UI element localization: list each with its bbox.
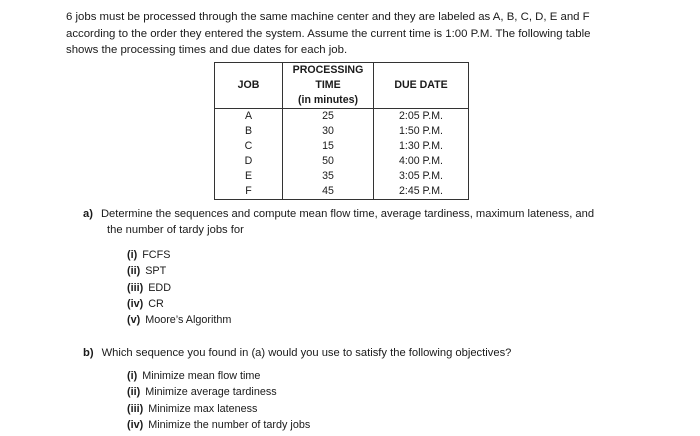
cell-due: 1:50 P.M. xyxy=(374,124,469,139)
list-item-number: (i) xyxy=(127,370,138,382)
list-item-text: EDD xyxy=(148,281,171,294)
cell-job: B xyxy=(215,124,283,139)
list-item-text: Minimize max lateness xyxy=(148,402,258,415)
cell-due: 1:30 P.M. xyxy=(374,139,469,154)
cell-time: 50 xyxy=(283,154,374,169)
list-item-text: SPT xyxy=(145,265,167,278)
question-b xyxy=(83,345,511,361)
question-a-line1 xyxy=(83,206,643,222)
list-item xyxy=(127,312,231,328)
cell-time: 35 xyxy=(283,169,374,184)
cell-time: 25 xyxy=(283,109,374,125)
table-row xyxy=(215,109,469,125)
cell-due: 3:05 P.M. xyxy=(374,169,469,184)
header-processing-line2: (in minutes) xyxy=(297,94,359,106)
cell-due: 2:05 P.M. xyxy=(374,109,469,125)
table-row xyxy=(215,139,469,154)
header-processing-line1: PROCESSING TIME xyxy=(292,64,364,91)
question-b-list xyxy=(127,368,310,433)
list-item xyxy=(127,384,310,400)
list-item xyxy=(127,401,310,417)
header-due-date: DUE DATE xyxy=(374,63,469,109)
list-item xyxy=(127,296,231,312)
table-row xyxy=(215,154,469,169)
table-header-row xyxy=(215,63,469,109)
cell-time: 15 xyxy=(283,139,374,154)
question-a-text: Determine the sequences and compute mean flow time, average tardiness, maximum lateness, and xyxy=(100,208,595,220)
cell-due: 4:00 P.M. xyxy=(374,154,469,169)
list-item-number: (iv) xyxy=(127,297,144,310)
header-job: JOB xyxy=(215,63,283,109)
question-a-list xyxy=(127,247,231,328)
cell-job: A xyxy=(215,109,283,125)
list-item-text: CR xyxy=(148,297,164,310)
question-a xyxy=(83,206,643,238)
question-a-line2: the number of tardy jobs for xyxy=(107,224,244,236)
cell-job: F xyxy=(215,184,283,200)
list-item xyxy=(127,280,231,296)
intro-line: according to the order they entered the system. Assume the current time is 1:00 P.M. The following table xyxy=(66,27,591,40)
table-row xyxy=(215,124,469,139)
cell-job: C xyxy=(215,139,283,154)
question-a-label: a) xyxy=(83,208,93,220)
list-item-text: FCFS xyxy=(142,249,171,261)
list-item xyxy=(127,247,231,263)
question-b-label: b) xyxy=(83,347,94,359)
list-item-number: (iii) xyxy=(127,402,144,415)
list-item-text: Minimize the number of tardy jobs xyxy=(148,418,311,431)
cell-time: 30 xyxy=(283,124,374,139)
list-item-text: Moore’s Algorithm xyxy=(145,314,232,327)
problem-statement xyxy=(66,9,646,59)
list-item-number: (i) xyxy=(127,249,138,261)
list-item xyxy=(127,368,310,384)
list-item-number: (v) xyxy=(127,314,141,327)
list-item-number: (ii) xyxy=(127,265,141,278)
cell-job: D xyxy=(215,154,283,169)
cell-job: E xyxy=(215,169,283,184)
question-b-text: Which sequence you found in (a) would you use to satisfy the following objectives? xyxy=(101,347,512,359)
table-row xyxy=(215,169,469,184)
list-item-number: (iv) xyxy=(127,418,144,431)
list-item-text: Minimize mean flow time xyxy=(142,370,261,382)
header-processing-time xyxy=(283,63,374,109)
jobs-table xyxy=(214,62,469,200)
list-item xyxy=(127,263,231,279)
list-item-text: Minimize average tardiness xyxy=(145,386,277,399)
cell-due: 2:45 P.M. xyxy=(374,184,469,200)
intro-line: 6 jobs must be processed through the same machine center and they are labeled as A, B, C, D, E and F xyxy=(66,11,590,23)
table-row xyxy=(215,184,469,200)
cell-time: 45 xyxy=(283,184,374,200)
list-item-number: (iii) xyxy=(127,281,144,294)
list-item-number: (ii) xyxy=(127,386,141,399)
list-item xyxy=(127,417,310,433)
intro-line: shows the processing times and due dates for each job. xyxy=(66,44,348,56)
